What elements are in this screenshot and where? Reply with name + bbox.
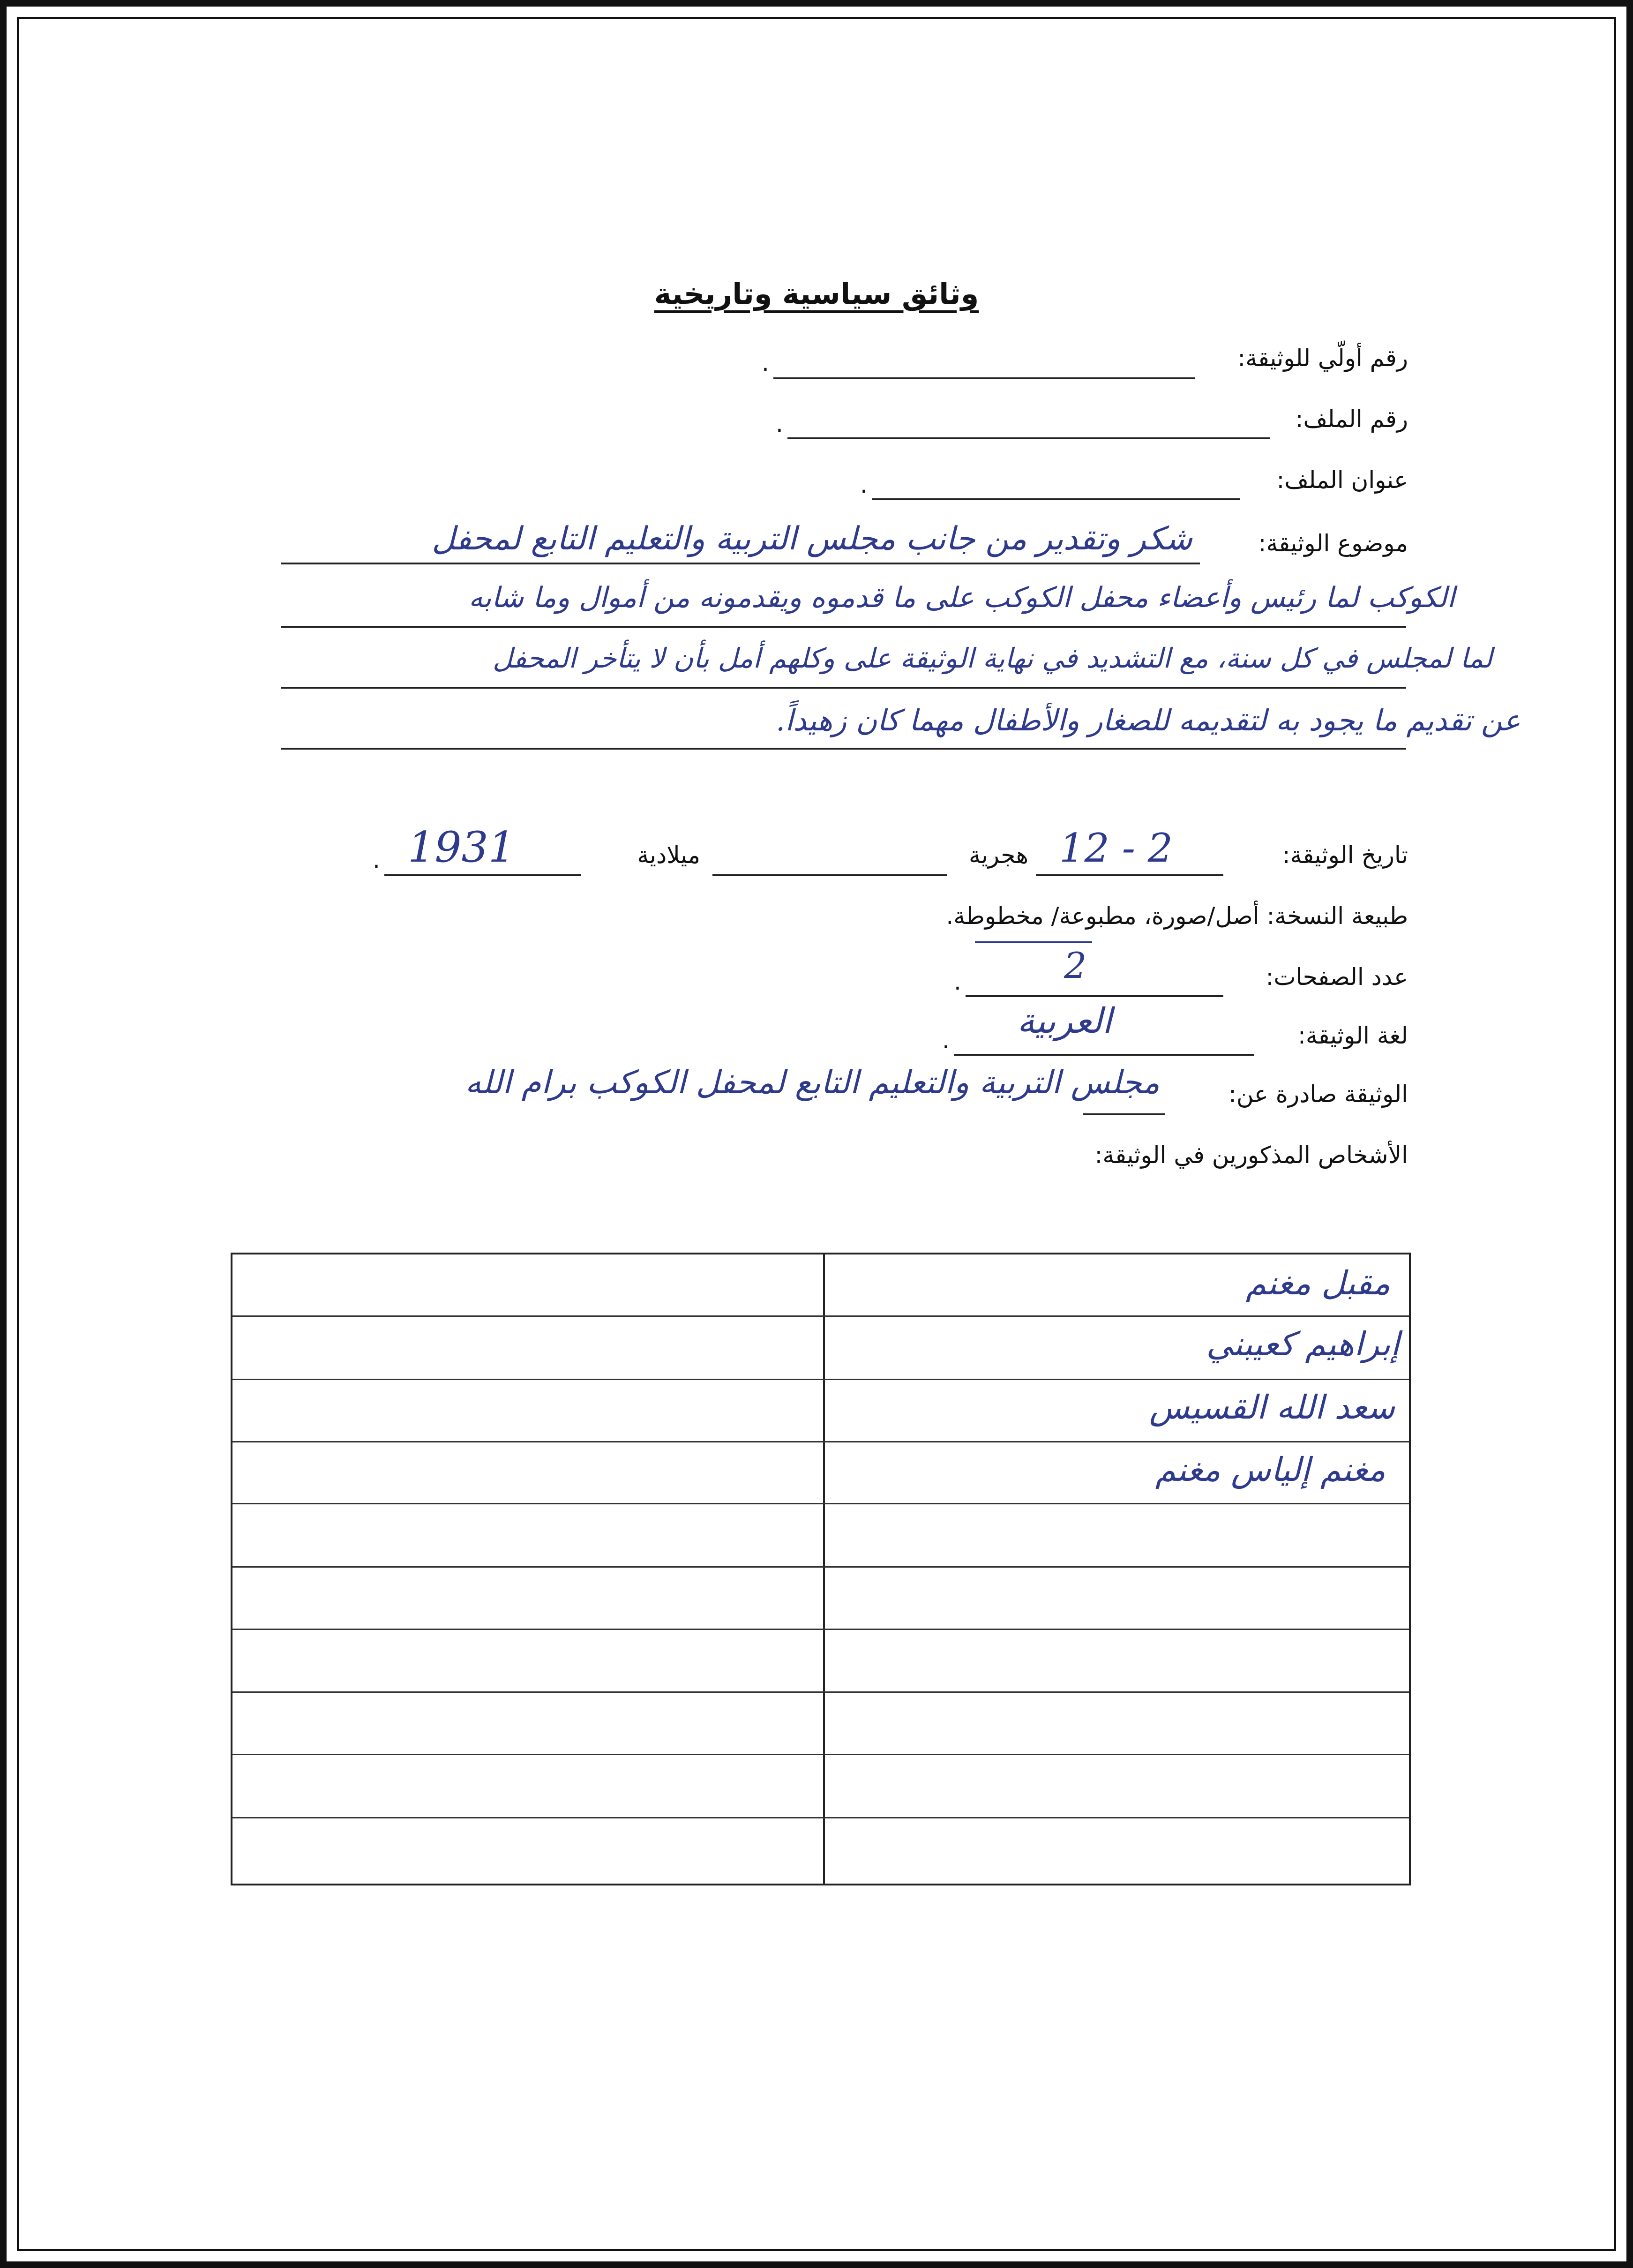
initial-number-line [773,377,1195,379]
file-number-dot: . [776,410,783,437]
copy-type-mark [975,941,1092,943]
person-name: سعد الله القسيس [1149,1388,1395,1427]
table-row-line [232,1379,1409,1380]
table-row-line [232,1441,1409,1442]
subject-line-3 [281,687,1406,689]
persons-table [231,1253,1411,1885]
person-name: مغنم إلياس مغنم [1155,1450,1386,1489]
table-row-line [232,1691,1409,1693]
issued-by-line [1083,1113,1165,1115]
subject-handwritten-4: عن تقديم ما يجود به لتقديمه للصغار والأطفال مهما كان زهيداً. [776,703,1521,737]
pages-line [966,995,1223,997]
subject-line-2 [281,626,1406,628]
file-title-line [872,498,1240,500]
date-dot: . [373,846,380,873]
date-end-line [384,874,581,876]
hijri-label: هجرية [969,841,1028,869]
language-value: العربية [1017,1001,1112,1041]
table-row-line [232,1566,1409,1568]
gregorian-label: ميلادية [637,841,700,869]
subject-line-1 [281,563,1200,564]
file-number-label: رقم الملف: [1295,406,1408,433]
document-title: وثائق سياسية وتاريخية [654,277,979,311]
file-title-dot: . [860,471,868,498]
copy-type-label: طبيعة النسخة: أصل/صورة، مطبوعة/ مخطوطة. [946,902,1408,930]
date-gregorian-value: 1931 [408,823,516,872]
persons-table-divider [823,1254,825,1884]
date-hijri-value: 12 - 2 [1059,825,1173,871]
subject-handwritten-3: لما لمجلس في كل سنة، مع التشديد في نهاية الوثيقة على وكلهم أمل بأن لا يتأخر المحفل [493,642,1492,674]
subject-label: موضوع الوثيقة: [1258,530,1408,557]
pages-label: عدد الصفحات: [1266,963,1408,991]
issued-by-label: الوثيقة صادرة عن: [1228,1081,1408,1108]
date-hijri-line [1036,874,1223,876]
subject-handwritten-1: شكر وتقدير من جانب مجلس التربية والتعليم التابع لمحفل [432,520,1192,557]
persons-label: الأشخاص المذكورين في الوثيقة: [1094,1142,1408,1169]
file-number-line [787,437,1270,439]
table-row-line [232,1315,1409,1317]
initial-number-dot: . [762,349,769,376]
pages-dot: . [954,968,961,995]
table-row-line [232,1817,1409,1818]
table-row-line [232,1629,1409,1630]
person-name: إبراهيم كعيبني [1206,1325,1400,1363]
subject-line-4 [281,748,1406,750]
person-name: مقبل مغنم [1245,1264,1390,1302]
table-row-line [232,1754,1409,1755]
date-label: تاريخ الوثيقة: [1282,841,1408,869]
subject-handwritten-2: الكوكب لما رئيس وأعضاء محفل الكوكب على ما قدموه ويقدمونه من أموال وما شابه [468,581,1455,614]
pages-value: 2 [1064,945,1087,986]
issued-by-value: مجلس التربية والتعليم التابع لمحفل الكوكب برام الله [465,1064,1160,1101]
date-gregorian-line [712,874,947,876]
initial-number-label: رقم أولّي للوثيقة: [1237,345,1408,372]
table-row-line [232,1503,1409,1504]
language-line [954,1054,1254,1056]
file-title-label: عنوان الملف: [1276,466,1408,494]
language-dot: . [942,1027,950,1054]
language-label: لغة الوثيقة: [1298,1022,1408,1049]
